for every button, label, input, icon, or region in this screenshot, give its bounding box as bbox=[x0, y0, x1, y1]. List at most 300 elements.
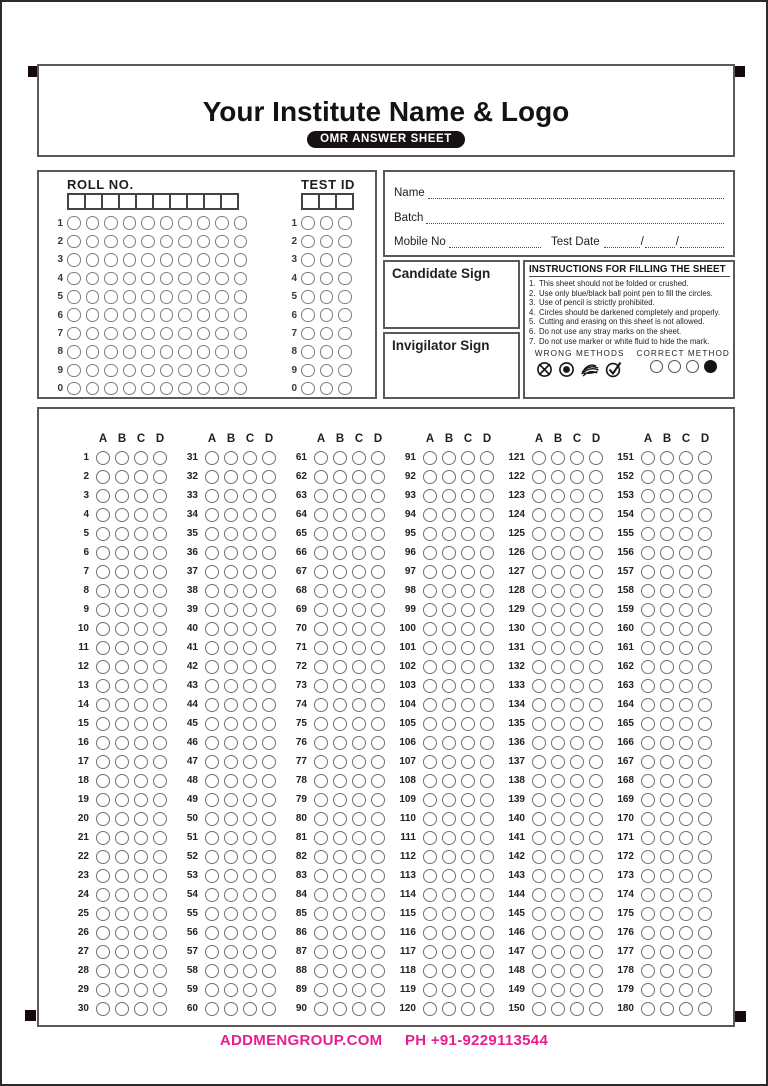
answer-bubble-q106-c[interactable] bbox=[461, 736, 475, 750]
answer-bubble-q41-b[interactable] bbox=[224, 641, 238, 655]
answer-bubble-q53-b[interactable] bbox=[224, 869, 238, 883]
roll-bubble-4-col10[interactable] bbox=[234, 272, 248, 286]
answer-bubble-q71-d[interactable] bbox=[371, 641, 385, 655]
answer-bubble-q104-a[interactable] bbox=[423, 698, 437, 712]
answer-bubble-q129-a[interactable] bbox=[532, 603, 546, 617]
answer-bubble-q47-d[interactable] bbox=[262, 755, 276, 769]
answer-bubble-q89-a[interactable] bbox=[314, 983, 328, 997]
roll-bubble-7-col6[interactable] bbox=[160, 327, 174, 341]
roll-bubble-2-col7[interactable] bbox=[178, 235, 192, 249]
answer-bubble-q29-a[interactable] bbox=[96, 983, 110, 997]
answer-bubble-q35-d[interactable] bbox=[262, 527, 276, 541]
answer-bubble-q176-d[interactable] bbox=[698, 926, 712, 940]
answer-bubble-q95-d[interactable] bbox=[480, 527, 494, 541]
answer-bubble-q107-a[interactable] bbox=[423, 755, 437, 769]
answer-bubble-q129-d[interactable] bbox=[589, 603, 603, 617]
answer-bubble-q127-d[interactable] bbox=[589, 565, 603, 579]
answer-bubble-q15-c[interactable] bbox=[134, 717, 148, 731]
answer-bubble-q175-d[interactable] bbox=[698, 907, 712, 921]
candidate-sign-box[interactable] bbox=[383, 260, 520, 329]
answer-bubble-q61-c[interactable] bbox=[352, 451, 366, 465]
answer-bubble-q32-b[interactable] bbox=[224, 470, 238, 484]
answer-bubble-q78-d[interactable] bbox=[371, 774, 385, 788]
answer-bubble-q176-b[interactable] bbox=[660, 926, 674, 940]
testid-write-box[interactable] bbox=[335, 193, 354, 210]
answer-bubble-q20-d[interactable] bbox=[153, 812, 167, 826]
answer-bubble-q22-c[interactable] bbox=[134, 850, 148, 864]
answer-bubble-q117-b[interactable] bbox=[442, 945, 456, 959]
answer-bubble-q29-b[interactable] bbox=[115, 983, 129, 997]
roll-bubble-8-col2[interactable] bbox=[86, 345, 100, 359]
answer-bubble-q126-d[interactable] bbox=[589, 546, 603, 560]
answer-bubble-q180-c[interactable] bbox=[679, 1002, 693, 1016]
answer-bubble-q156-a[interactable] bbox=[641, 546, 655, 560]
answer-bubble-q6-c[interactable] bbox=[134, 546, 148, 560]
answer-bubble-q99-a[interactable] bbox=[423, 603, 437, 617]
answer-bubble-q25-d[interactable] bbox=[153, 907, 167, 921]
answer-bubble-q74-b[interactable] bbox=[333, 698, 347, 712]
testid-bubble-3-col2[interactable] bbox=[320, 253, 334, 267]
answer-bubble-q161-c[interactable] bbox=[679, 641, 693, 655]
answer-bubble-q82-a[interactable] bbox=[314, 850, 328, 864]
answer-bubble-q118-c[interactable] bbox=[461, 964, 475, 978]
roll-bubble-6-col9[interactable] bbox=[215, 308, 229, 322]
answer-bubble-q167-a[interactable] bbox=[641, 755, 655, 769]
testid-bubble-0-col1[interactable] bbox=[301, 382, 315, 396]
answer-bubble-q131-b[interactable] bbox=[551, 641, 565, 655]
roll-bubble-1-col8[interactable] bbox=[197, 216, 211, 230]
answer-bubble-q85-b[interactable] bbox=[333, 907, 347, 921]
answer-bubble-q165-a[interactable] bbox=[641, 717, 655, 731]
answer-bubble-q140-c[interactable] bbox=[570, 812, 584, 826]
answer-bubble-q58-b[interactable] bbox=[224, 964, 238, 978]
answer-bubble-q100-a[interactable] bbox=[423, 622, 437, 636]
roll-bubble-8-col7[interactable] bbox=[178, 345, 192, 359]
answer-bubble-q5-c[interactable] bbox=[134, 527, 148, 541]
roll-bubble-7-col10[interactable] bbox=[234, 327, 248, 341]
answer-bubble-q19-b[interactable] bbox=[115, 793, 129, 807]
answer-bubble-q59-a[interactable] bbox=[205, 983, 219, 997]
answer-bubble-q120-d[interactable] bbox=[480, 1002, 494, 1016]
answer-bubble-q46-d[interactable] bbox=[262, 736, 276, 750]
answer-bubble-q180-d[interactable] bbox=[698, 1002, 712, 1016]
answer-bubble-q140-a[interactable] bbox=[532, 812, 546, 826]
answer-bubble-q87-a[interactable] bbox=[314, 945, 328, 959]
answer-bubble-q116-c[interactable] bbox=[461, 926, 475, 940]
roll-bubble-4-col2[interactable] bbox=[86, 272, 100, 286]
answer-bubble-q94-a[interactable] bbox=[423, 508, 437, 522]
answer-bubble-q19-a[interactable] bbox=[96, 793, 110, 807]
answer-bubble-q104-c[interactable] bbox=[461, 698, 475, 712]
answer-bubble-q122-a[interactable] bbox=[532, 470, 546, 484]
roll-bubble-0-col6[interactable] bbox=[160, 382, 174, 396]
answer-bubble-q85-a[interactable] bbox=[314, 907, 328, 921]
answer-bubble-q35-c[interactable] bbox=[243, 527, 257, 541]
answer-bubble-q7-c[interactable] bbox=[134, 565, 148, 579]
answer-bubble-q168-b[interactable] bbox=[660, 774, 674, 788]
answer-bubble-q43-d[interactable] bbox=[262, 679, 276, 693]
answer-bubble-q176-c[interactable] bbox=[679, 926, 693, 940]
roll-bubble-4-col7[interactable] bbox=[178, 272, 192, 286]
answer-bubble-q108-a[interactable] bbox=[423, 774, 437, 788]
roll-bubble-7-col2[interactable] bbox=[86, 327, 100, 341]
answer-bubble-q17-a[interactable] bbox=[96, 755, 110, 769]
answer-bubble-q70-a[interactable] bbox=[314, 622, 328, 636]
answer-bubble-q51-d[interactable] bbox=[262, 831, 276, 845]
answer-bubble-q120-c[interactable] bbox=[461, 1002, 475, 1016]
answer-bubble-q45-b[interactable] bbox=[224, 717, 238, 731]
roll-bubble-8-col1[interactable] bbox=[67, 345, 81, 359]
answer-bubble-q106-a[interactable] bbox=[423, 736, 437, 750]
answer-bubble-q154-d[interactable] bbox=[698, 508, 712, 522]
answer-bubble-q93-c[interactable] bbox=[461, 489, 475, 503]
answer-bubble-q39-c[interactable] bbox=[243, 603, 257, 617]
answer-bubble-q61-d[interactable] bbox=[371, 451, 385, 465]
answer-bubble-q64-c[interactable] bbox=[352, 508, 366, 522]
answer-bubble-q28-b[interactable] bbox=[115, 964, 129, 978]
answer-bubble-q17-b[interactable] bbox=[115, 755, 129, 769]
testid-bubble-5-col1[interactable] bbox=[301, 290, 315, 304]
answer-bubble-q159-d[interactable] bbox=[698, 603, 712, 617]
answer-bubble-q142-b[interactable] bbox=[551, 850, 565, 864]
answer-bubble-q53-c[interactable] bbox=[243, 869, 257, 883]
answer-bubble-q76-d[interactable] bbox=[371, 736, 385, 750]
answer-bubble-q57-a[interactable] bbox=[205, 945, 219, 959]
answer-bubble-q113-c[interactable] bbox=[461, 869, 475, 883]
answer-bubble-q75-d[interactable] bbox=[371, 717, 385, 731]
answer-bubble-q22-d[interactable] bbox=[153, 850, 167, 864]
answer-bubble-q4-d[interactable] bbox=[153, 508, 167, 522]
roll-bubble-6-col6[interactable] bbox=[160, 308, 174, 322]
answer-bubble-q66-b[interactable] bbox=[333, 546, 347, 560]
answer-bubble-q91-b[interactable] bbox=[442, 451, 456, 465]
answer-bubble-q76-a[interactable] bbox=[314, 736, 328, 750]
answer-bubble-q145-d[interactable] bbox=[589, 907, 603, 921]
answer-bubble-q106-b[interactable] bbox=[442, 736, 456, 750]
answer-bubble-q130-d[interactable] bbox=[589, 622, 603, 636]
answer-bubble-q5-d[interactable] bbox=[153, 527, 167, 541]
answer-bubble-q42-c[interactable] bbox=[243, 660, 257, 674]
answer-bubble-q24-c[interactable] bbox=[134, 888, 148, 902]
answer-bubble-q80-c[interactable] bbox=[352, 812, 366, 826]
answer-bubble-q99-c[interactable] bbox=[461, 603, 475, 617]
answer-bubble-q21-d[interactable] bbox=[153, 831, 167, 845]
answer-bubble-q129-c[interactable] bbox=[570, 603, 584, 617]
answer-bubble-q99-b[interactable] bbox=[442, 603, 456, 617]
answer-bubble-q23-b[interactable] bbox=[115, 869, 129, 883]
answer-bubble-q123-d[interactable] bbox=[589, 489, 603, 503]
answer-bubble-q72-c[interactable] bbox=[352, 660, 366, 674]
answer-bubble-q117-c[interactable] bbox=[461, 945, 475, 959]
answer-bubble-q158-c[interactable] bbox=[679, 584, 693, 598]
answer-bubble-q46-a[interactable] bbox=[205, 736, 219, 750]
roll-bubble-0-col3[interactable] bbox=[104, 382, 118, 396]
answer-bubble-q89-d[interactable] bbox=[371, 983, 385, 997]
roll-bubble-6-col1[interactable] bbox=[67, 308, 81, 322]
answer-bubble-q13-a[interactable] bbox=[96, 679, 110, 693]
testid-bubble-6-col3[interactable] bbox=[338, 308, 352, 322]
answer-bubble-q95-c[interactable] bbox=[461, 527, 475, 541]
testid-bubble-4-col1[interactable] bbox=[301, 272, 315, 286]
roll-bubble-0-col4[interactable] bbox=[123, 382, 137, 396]
roll-bubble-7-col1[interactable] bbox=[67, 327, 81, 341]
answer-bubble-q124-c[interactable] bbox=[570, 508, 584, 522]
answer-bubble-q55-d[interactable] bbox=[262, 907, 276, 921]
answer-bubble-q109-c[interactable] bbox=[461, 793, 475, 807]
answer-bubble-q58-c[interactable] bbox=[243, 964, 257, 978]
answer-bubble-q175-c[interactable] bbox=[679, 907, 693, 921]
roll-bubble-1-col5[interactable] bbox=[141, 216, 155, 230]
answer-bubble-q8-c[interactable] bbox=[134, 584, 148, 598]
roll-bubble-2-col10[interactable] bbox=[234, 235, 248, 249]
answer-bubble-q20-c[interactable] bbox=[134, 812, 148, 826]
answer-bubble-q137-d[interactable] bbox=[589, 755, 603, 769]
answer-bubble-q57-d[interactable] bbox=[262, 945, 276, 959]
answer-bubble-q167-d[interactable] bbox=[698, 755, 712, 769]
answer-bubble-q63-c[interactable] bbox=[352, 489, 366, 503]
roll-bubble-9-col9[interactable] bbox=[215, 364, 229, 378]
answer-bubble-q154-c[interactable] bbox=[679, 508, 693, 522]
answer-bubble-q132-b[interactable] bbox=[551, 660, 565, 674]
answer-bubble-q8-d[interactable] bbox=[153, 584, 167, 598]
testid-bubble-2-col1[interactable] bbox=[301, 235, 315, 249]
answer-bubble-q97-b[interactable] bbox=[442, 565, 456, 579]
answer-bubble-q152-a[interactable] bbox=[641, 470, 655, 484]
answer-bubble-q68-a[interactable] bbox=[314, 584, 328, 598]
answer-bubble-q125-d[interactable] bbox=[589, 527, 603, 541]
answer-bubble-q16-d[interactable] bbox=[153, 736, 167, 750]
answer-bubble-q153-c[interactable] bbox=[679, 489, 693, 503]
answer-bubble-q114-c[interactable] bbox=[461, 888, 475, 902]
roll-bubble-5-col6[interactable] bbox=[160, 290, 174, 304]
answer-bubble-q153-a[interactable] bbox=[641, 489, 655, 503]
answer-bubble-q31-c[interactable] bbox=[243, 451, 257, 465]
answer-bubble-q67-a[interactable] bbox=[314, 565, 328, 579]
answer-bubble-q25-c[interactable] bbox=[134, 907, 148, 921]
answer-bubble-q45-d[interactable] bbox=[262, 717, 276, 731]
answer-bubble-q122-b[interactable] bbox=[551, 470, 565, 484]
answer-bubble-q163-b[interactable] bbox=[660, 679, 674, 693]
answer-bubble-q77-d[interactable] bbox=[371, 755, 385, 769]
answer-bubble-q160-a[interactable] bbox=[641, 622, 655, 636]
testid-bubble-6-col2[interactable] bbox=[320, 308, 334, 322]
roll-bubble-3-col10[interactable] bbox=[234, 253, 248, 267]
answer-bubble-q113-b[interactable] bbox=[442, 869, 456, 883]
answer-bubble-q45-a[interactable] bbox=[205, 717, 219, 731]
roll-bubble-2-col1[interactable] bbox=[67, 235, 81, 249]
answer-bubble-q69-b[interactable] bbox=[333, 603, 347, 617]
test-date-year-line[interactable] bbox=[680, 235, 724, 248]
roll-bubble-1-col10[interactable] bbox=[234, 216, 248, 230]
answer-bubble-q16-c[interactable] bbox=[134, 736, 148, 750]
answer-bubble-q132-c[interactable] bbox=[570, 660, 584, 674]
answer-bubble-q56-d[interactable] bbox=[262, 926, 276, 940]
answer-bubble-q18-d[interactable] bbox=[153, 774, 167, 788]
answer-bubble-q9-d[interactable] bbox=[153, 603, 167, 617]
answer-bubble-q171-b[interactable] bbox=[660, 831, 674, 845]
answer-bubble-q96-a[interactable] bbox=[423, 546, 437, 560]
answer-bubble-q134-b[interactable] bbox=[551, 698, 565, 712]
answer-bubble-q86-b[interactable] bbox=[333, 926, 347, 940]
answer-bubble-q124-b[interactable] bbox=[551, 508, 565, 522]
answer-bubble-q179-c[interactable] bbox=[679, 983, 693, 997]
answer-bubble-q120-b[interactable] bbox=[442, 1002, 456, 1016]
roll-bubble-7-col4[interactable] bbox=[123, 327, 137, 341]
answer-bubble-q111-c[interactable] bbox=[461, 831, 475, 845]
roll-bubble-0-col1[interactable] bbox=[67, 382, 81, 396]
invigilator-sign-box[interactable] bbox=[383, 332, 520, 399]
roll-bubble-5-col3[interactable] bbox=[104, 290, 118, 304]
answer-bubble-q60-c[interactable] bbox=[243, 1002, 257, 1016]
answer-bubble-q50-b[interactable] bbox=[224, 812, 238, 826]
answer-bubble-q73-a[interactable] bbox=[314, 679, 328, 693]
answer-bubble-q10-d[interactable] bbox=[153, 622, 167, 636]
testid-bubble-7-col1[interactable] bbox=[301, 327, 315, 341]
answer-bubble-q153-b[interactable] bbox=[660, 489, 674, 503]
answer-bubble-q57-c[interactable] bbox=[243, 945, 257, 959]
answer-bubble-q127-a[interactable] bbox=[532, 565, 546, 579]
answer-bubble-q172-b[interactable] bbox=[660, 850, 674, 864]
answer-bubble-q105-d[interactable] bbox=[480, 717, 494, 731]
answer-bubble-q41-d[interactable] bbox=[262, 641, 276, 655]
answer-bubble-q15-a[interactable] bbox=[96, 717, 110, 731]
answer-bubble-q89-b[interactable] bbox=[333, 983, 347, 997]
answer-bubble-q157-c[interactable] bbox=[679, 565, 693, 579]
answer-bubble-q101-c[interactable] bbox=[461, 641, 475, 655]
answer-bubble-q52-d[interactable] bbox=[262, 850, 276, 864]
roll-bubble-3-col9[interactable] bbox=[215, 253, 229, 267]
answer-bubble-q56-c[interactable] bbox=[243, 926, 257, 940]
testid-bubble-4-col3[interactable] bbox=[338, 272, 352, 286]
answer-bubble-q98-a[interactable] bbox=[423, 584, 437, 598]
answer-bubble-q72-a[interactable] bbox=[314, 660, 328, 674]
answer-bubble-q134-d[interactable] bbox=[589, 698, 603, 712]
answer-bubble-q27-a[interactable] bbox=[96, 945, 110, 959]
roll-bubble-8-col5[interactable] bbox=[141, 345, 155, 359]
answer-bubble-q56-a[interactable] bbox=[205, 926, 219, 940]
answer-bubble-q86-c[interactable] bbox=[352, 926, 366, 940]
answer-bubble-q140-d[interactable] bbox=[589, 812, 603, 826]
answer-bubble-q128-c[interactable] bbox=[570, 584, 584, 598]
answer-bubble-q137-c[interactable] bbox=[570, 755, 584, 769]
roll-bubble-5-col2[interactable] bbox=[86, 290, 100, 304]
answer-bubble-q25-b[interactable] bbox=[115, 907, 129, 921]
answer-bubble-q103-b[interactable] bbox=[442, 679, 456, 693]
answer-bubble-q8-b[interactable] bbox=[115, 584, 129, 598]
roll-bubble-6-col5[interactable] bbox=[141, 308, 155, 322]
answer-bubble-q174-d[interactable] bbox=[698, 888, 712, 902]
batch-write-line[interactable] bbox=[426, 211, 724, 224]
answer-bubble-q72-b[interactable] bbox=[333, 660, 347, 674]
answer-bubble-q6-a[interactable] bbox=[96, 546, 110, 560]
answer-bubble-q144-d[interactable] bbox=[589, 888, 603, 902]
answer-bubble-q177-b[interactable] bbox=[660, 945, 674, 959]
answer-bubble-q83-b[interactable] bbox=[333, 869, 347, 883]
answer-bubble-q107-c[interactable] bbox=[461, 755, 475, 769]
answer-bubble-q134-a[interactable] bbox=[532, 698, 546, 712]
answer-bubble-q55-b[interactable] bbox=[224, 907, 238, 921]
answer-bubble-q138-c[interactable] bbox=[570, 774, 584, 788]
answer-bubble-q23-c[interactable] bbox=[134, 869, 148, 883]
answer-bubble-q154-b[interactable] bbox=[660, 508, 674, 522]
testid-bubble-8-col1[interactable] bbox=[301, 345, 315, 359]
answer-bubble-q78-a[interactable] bbox=[314, 774, 328, 788]
answer-bubble-q54-b[interactable] bbox=[224, 888, 238, 902]
roll-bubble-9-col10[interactable] bbox=[234, 364, 248, 378]
answer-bubble-q165-c[interactable] bbox=[679, 717, 693, 731]
answer-bubble-q10-c[interactable] bbox=[134, 622, 148, 636]
answer-bubble-q67-d[interactable] bbox=[371, 565, 385, 579]
answer-bubble-q177-a[interactable] bbox=[641, 945, 655, 959]
answer-bubble-q121-b[interactable] bbox=[551, 451, 565, 465]
roll-bubble-8-col4[interactable] bbox=[123, 345, 137, 359]
roll-bubble-0-col5[interactable] bbox=[141, 382, 155, 396]
answer-bubble-q151-a[interactable] bbox=[641, 451, 655, 465]
testid-bubble-0-col3[interactable] bbox=[338, 382, 352, 396]
answer-bubble-q33-d[interactable] bbox=[262, 489, 276, 503]
answer-bubble-q163-c[interactable] bbox=[679, 679, 693, 693]
answer-bubble-q54-c[interactable] bbox=[243, 888, 257, 902]
answer-bubble-q136-a[interactable] bbox=[532, 736, 546, 750]
answer-bubble-q44-d[interactable] bbox=[262, 698, 276, 712]
answer-bubble-q135-c[interactable] bbox=[570, 717, 584, 731]
answer-bubble-q90-d[interactable] bbox=[371, 1002, 385, 1016]
answer-bubble-q109-d[interactable] bbox=[480, 793, 494, 807]
answer-bubble-q27-d[interactable] bbox=[153, 945, 167, 959]
answer-bubble-q160-b[interactable] bbox=[660, 622, 674, 636]
answer-bubble-q53-d[interactable] bbox=[262, 869, 276, 883]
answer-bubble-q161-b[interactable] bbox=[660, 641, 674, 655]
answer-bubble-q70-d[interactable] bbox=[371, 622, 385, 636]
answer-bubble-q170-b[interactable] bbox=[660, 812, 674, 826]
roll-bubble-1-col2[interactable] bbox=[86, 216, 100, 230]
answer-bubble-q64-b[interactable] bbox=[333, 508, 347, 522]
answer-bubble-q100-b[interactable] bbox=[442, 622, 456, 636]
answer-bubble-q28-d[interactable] bbox=[153, 964, 167, 978]
testid-bubble-5-col2[interactable] bbox=[320, 290, 334, 304]
roll-bubble-6-col10[interactable] bbox=[234, 308, 248, 322]
roll-bubble-3-col4[interactable] bbox=[123, 253, 137, 267]
test-date-month-line[interactable] bbox=[645, 235, 675, 248]
answer-bubble-q142-c[interactable] bbox=[570, 850, 584, 864]
roll-bubble-2-col4[interactable] bbox=[123, 235, 137, 249]
answer-bubble-q28-c[interactable] bbox=[134, 964, 148, 978]
answer-bubble-q6-b[interactable] bbox=[115, 546, 129, 560]
answer-bubble-q58-a[interactable] bbox=[205, 964, 219, 978]
answer-bubble-q65-a[interactable] bbox=[314, 527, 328, 541]
answer-bubble-q42-b[interactable] bbox=[224, 660, 238, 674]
answer-bubble-q28-a[interactable] bbox=[96, 964, 110, 978]
answer-bubble-q138-d[interactable] bbox=[589, 774, 603, 788]
answer-bubble-q31-b[interactable] bbox=[224, 451, 238, 465]
answer-bubble-q134-c[interactable] bbox=[570, 698, 584, 712]
answer-bubble-q177-d[interactable] bbox=[698, 945, 712, 959]
answer-bubble-q9-c[interactable] bbox=[134, 603, 148, 617]
roll-bubble-8-col3[interactable] bbox=[104, 345, 118, 359]
answer-bubble-q24-a[interactable] bbox=[96, 888, 110, 902]
answer-bubble-q30-c[interactable] bbox=[134, 1002, 148, 1016]
answer-bubble-q2-d[interactable] bbox=[153, 470, 167, 484]
answer-bubble-q24-d[interactable] bbox=[153, 888, 167, 902]
answer-bubble-q118-a[interactable] bbox=[423, 964, 437, 978]
answer-bubble-q165-b[interactable] bbox=[660, 717, 674, 731]
answer-bubble-q12-c[interactable] bbox=[134, 660, 148, 674]
answer-bubble-q36-a[interactable] bbox=[205, 546, 219, 560]
roll-bubble-5-col9[interactable] bbox=[215, 290, 229, 304]
answer-bubble-q162-b[interactable] bbox=[660, 660, 674, 674]
answer-bubble-q81-b[interactable] bbox=[333, 831, 347, 845]
answer-bubble-q128-b[interactable] bbox=[551, 584, 565, 598]
